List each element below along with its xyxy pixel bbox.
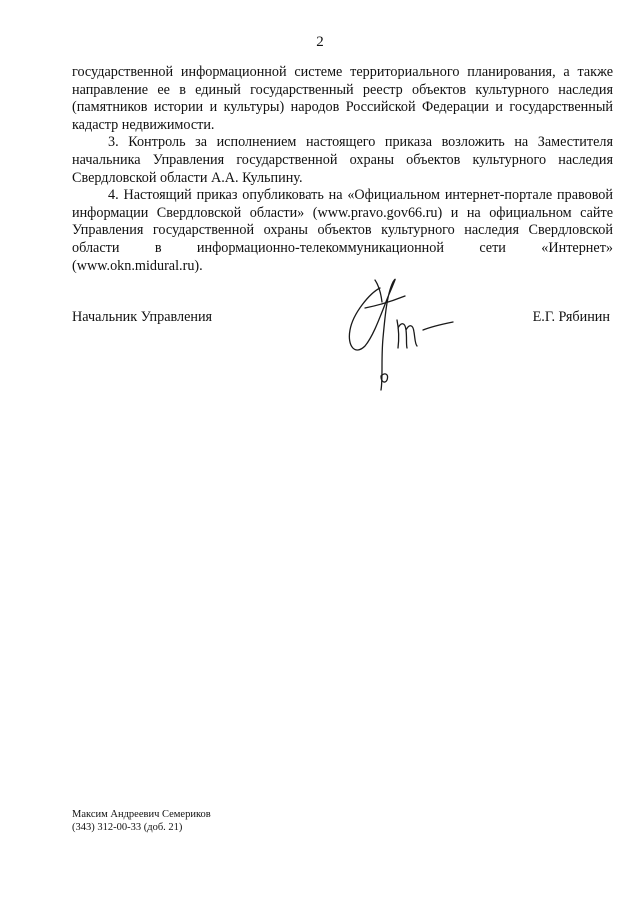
paragraph-publication: 4. Настоящий приказ опубликовать на «Официальном интернет-портале правовой информации Свердловской области» (www.pravo.gov66.ru) и на официальном сайте Управления государственной охраны объектов культурного наследия Свердловской области в информационно-телекоммуникационной сети «Интернет» (www.okn.midural.ru). bbox=[72, 187, 613, 274]
executor-name: Максим Андреевич Семериков bbox=[72, 809, 211, 820]
executor-phone: (343) 312-00-33 (доб. 21) bbox=[72, 822, 183, 833]
signatory-name: Е.Г. Рябинин bbox=[532, 309, 610, 325]
page-number: 2 bbox=[316, 34, 324, 50]
paragraph-continuation: государственной информационной системе территориального планирования, а также направление ее в единый государственный реестр объектов культурного наследия (памятников истории и культуры) народов Российской Федерации и государственный кадастр недвижимости. bbox=[72, 64, 613, 133]
paragraph-control: 3. Контроль за исполнением настоящего приказа возложить на Заместителя начальника Управления государственной охраны объектов культурного наследия Свердловской области А.А. Кульпину. bbox=[72, 134, 613, 186]
document-body bbox=[72, 64, 613, 275]
executor-info bbox=[72, 808, 211, 834]
handwritten-signature bbox=[335, 268, 475, 398]
signatory-title: Начальник Управления bbox=[72, 309, 213, 325]
